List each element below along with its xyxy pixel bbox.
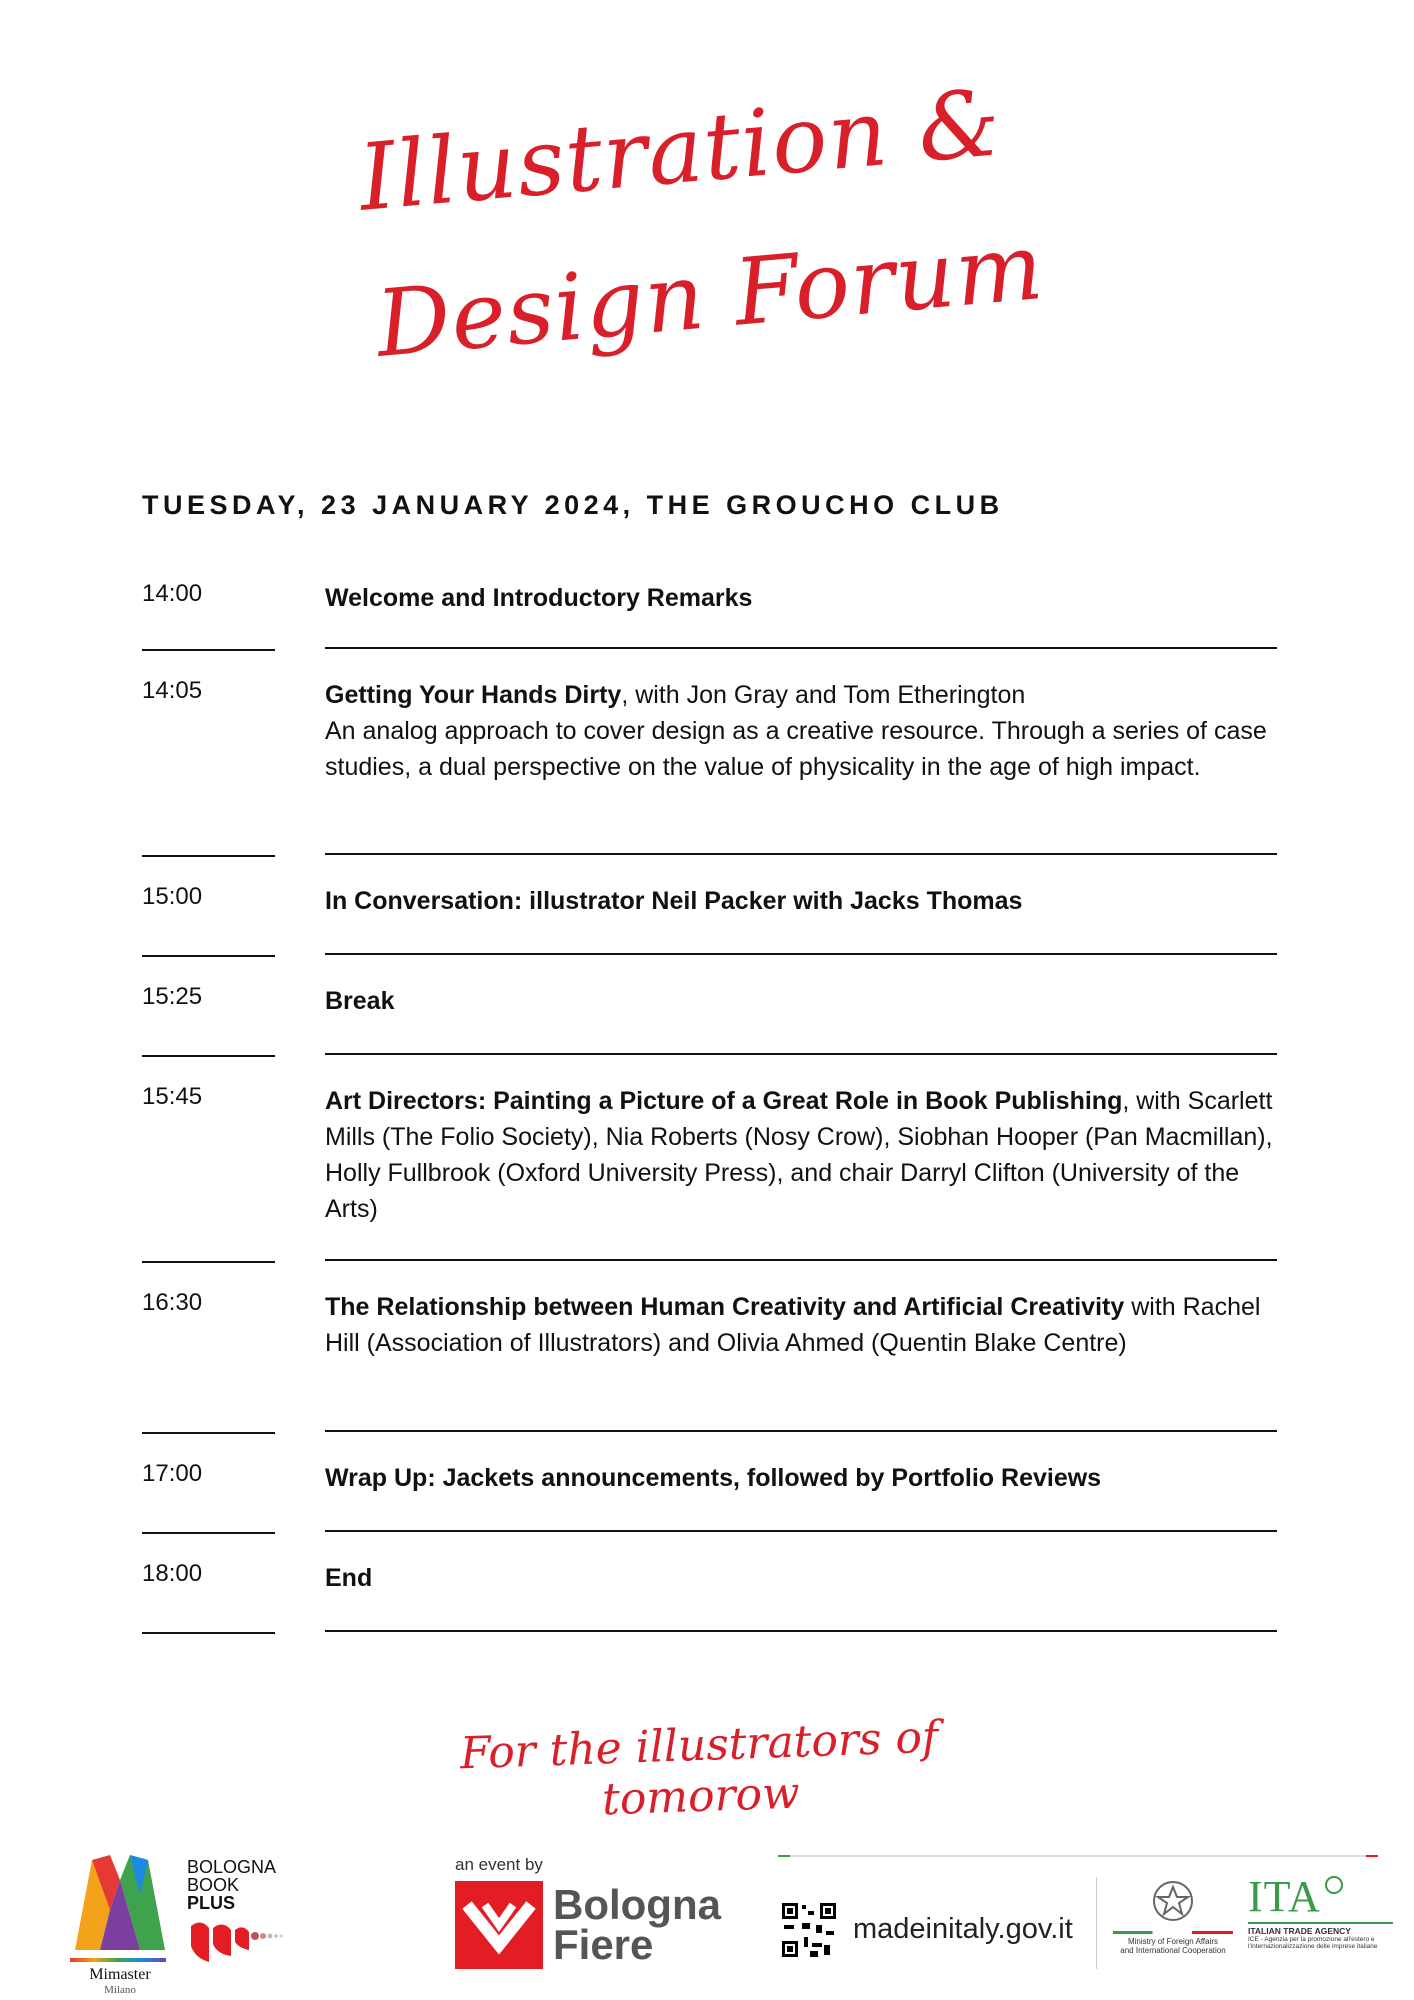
session-description xyxy=(325,983,1275,1019)
session-time: 16:30 xyxy=(142,1289,203,1316)
row-divider-long xyxy=(325,1053,1277,1055)
session-title: End xyxy=(325,1564,373,1592)
session-title: The Relationship between Human Creativity and Artificial Creativity xyxy=(325,1293,1125,1321)
bbp-line3: PLUS xyxy=(187,1893,236,1913)
bologna-fiere-logo xyxy=(455,1855,745,1995)
session-time: 15:25 xyxy=(142,983,203,1010)
session-description xyxy=(325,883,1275,919)
session-time: 14:05 xyxy=(142,677,203,704)
bologna-fiere-mark-icon xyxy=(455,1881,543,1969)
session-title: Wrap Up: Jackets announcements, followed by Portfolio Reviews xyxy=(325,1464,1102,1492)
ita-wordmark: ITA xyxy=(1248,1872,1321,1921)
schedule-row xyxy=(142,1263,1282,1434)
session-description xyxy=(325,677,1275,785)
session-title: In Conversation: illustrator Neil Packer with Jacks Thomas xyxy=(325,887,1023,915)
session-title: Welcome and Introductory Remarks xyxy=(325,584,753,612)
event-date-venue: TUESDAY, 23 JANUARY 2024, THE GROUCHO CLUB xyxy=(142,490,1004,520)
ita-badge-icon xyxy=(1325,1876,1343,1894)
session-time: 15:45 xyxy=(142,1083,203,1110)
row-divider-long xyxy=(325,1430,1277,1432)
mimaster-m-icon xyxy=(70,1850,170,1960)
schedule-row xyxy=(142,1434,1282,1534)
bologna-fiere-line1: Bologna xyxy=(553,1881,721,1928)
ministry-line2: and International Cooperation xyxy=(1120,1946,1226,1955)
madeinitaly-url: madeinitaly.gov.it xyxy=(853,1913,1073,1945)
row-divider-long xyxy=(325,1530,1277,1532)
row-divider-short xyxy=(142,1632,275,1634)
hearts-icon xyxy=(187,1916,307,1972)
row-divider-long xyxy=(325,853,1277,855)
row-divider-long xyxy=(325,953,1277,955)
row-divider-long xyxy=(325,647,1277,649)
madeinitaly-block xyxy=(778,1855,1398,1985)
event-by-label: an event by xyxy=(455,1855,543,1874)
sponsor-footer xyxy=(0,1830,1414,2000)
session-title: Getting Your Hands Dirty xyxy=(325,681,622,709)
schedule-row xyxy=(142,1534,1282,1634)
ita-logo xyxy=(1248,1872,1393,1950)
session-description xyxy=(325,1289,1275,1361)
schedule-row xyxy=(142,957,1282,1057)
schedule-row xyxy=(142,580,1282,651)
ministry-line1: Ministry of Foreign Affairs xyxy=(1127,1937,1219,1946)
session-details: , with Jon Gray and Tom Etherington An analog approach to cover design as a creative resource. Through a series of case studies, a dual perspective on the value of physicality in the age of high impact. xyxy=(325,681,1267,781)
ita-name: ITALIAN TRADE AGENCY xyxy=(1248,1922,1393,1936)
session-time: 15:00 xyxy=(142,883,203,910)
session-time: 14:00 xyxy=(142,580,203,607)
forum-title-line1: Illustration & xyxy=(354,69,1006,232)
bologna-book-plus-logo xyxy=(187,1858,307,1998)
session-title: Art Directors: Painting a Picture of a Great Role in Book Publishing xyxy=(325,1087,1123,1115)
schedule-row xyxy=(142,651,1282,857)
bbp-line1: BOLOGNA xyxy=(187,1857,277,1877)
session-description xyxy=(325,580,1275,616)
row-divider-long xyxy=(325,1630,1277,1632)
row-divider-long xyxy=(325,1259,1277,1261)
qr-code-icon xyxy=(780,1901,838,1959)
schedule-row xyxy=(142,1057,1282,1263)
bbp-line2: BOOK xyxy=(187,1875,240,1895)
ita-desc2: l'internazionalizzazione delle imprese italiane xyxy=(1248,1943,1378,1950)
ministry-logo xyxy=(1108,1879,1238,1955)
session-details: , with Scarlett Mills (The Folio Society), Nia Roberts (Nosy Crow), Siobhan Hooper (Pan Macmillan), Holly Fullbrook (Oxford University Press), and chair Darryl Clifton (University of the Arts) xyxy=(325,1087,1273,1223)
bologna-fiere-line2: Fiere xyxy=(553,1921,654,1968)
tagline: For the illustrators of tomorow xyxy=(459,1711,940,1826)
schedule-row xyxy=(142,857,1282,957)
session-description xyxy=(325,1083,1275,1227)
italian-emblem-icon xyxy=(1151,1879,1195,1923)
session-description xyxy=(325,1460,1275,1496)
schedule-list xyxy=(142,580,1282,1634)
session-time: 17:00 xyxy=(142,1460,203,1487)
forum-title-line2: Design Forum xyxy=(372,213,1048,378)
mimaster-logo xyxy=(70,1850,170,2000)
session-time: 18:00 xyxy=(142,1560,203,1587)
ita-desc1: ICE - Agenzia per la promozione all'estero e xyxy=(1248,1936,1375,1943)
session-title: Break xyxy=(325,987,395,1015)
mimaster-name: Mimaster xyxy=(89,1966,151,1983)
session-details: with Rachel Hill (Association of Illustrators) and Olivia Ahmed (Quentin Blake Centre) xyxy=(325,1293,1261,1357)
mimaster-city: Milano xyxy=(104,1984,136,1996)
session-description xyxy=(325,1560,1275,1596)
